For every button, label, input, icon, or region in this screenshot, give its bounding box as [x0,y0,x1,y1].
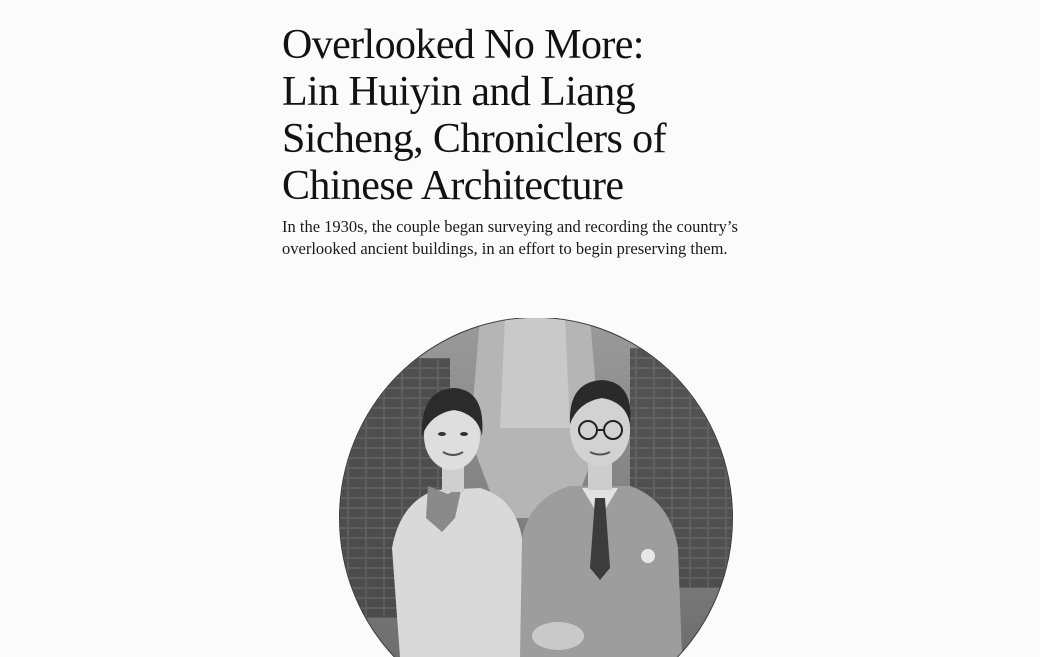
article-headline [282,22,802,210]
article-summary [282,216,802,260]
portrait-photo-icon [330,318,742,657]
headline-line: Lin Huiyin and Liang [282,69,636,115]
portrait-photo[interactable] [330,318,742,657]
headline-line: Chinese Architecture [282,163,624,209]
summary-line: In the 1930s, the couple began surveying and recording the country’s [282,217,738,236]
headline-line: Overlooked No More: [282,22,644,68]
headline-line: Sicheng, Chroniclers of [282,116,666,162]
summary-line: overlooked ancient buildings, in an effort to begin preserving them. [282,239,728,258]
